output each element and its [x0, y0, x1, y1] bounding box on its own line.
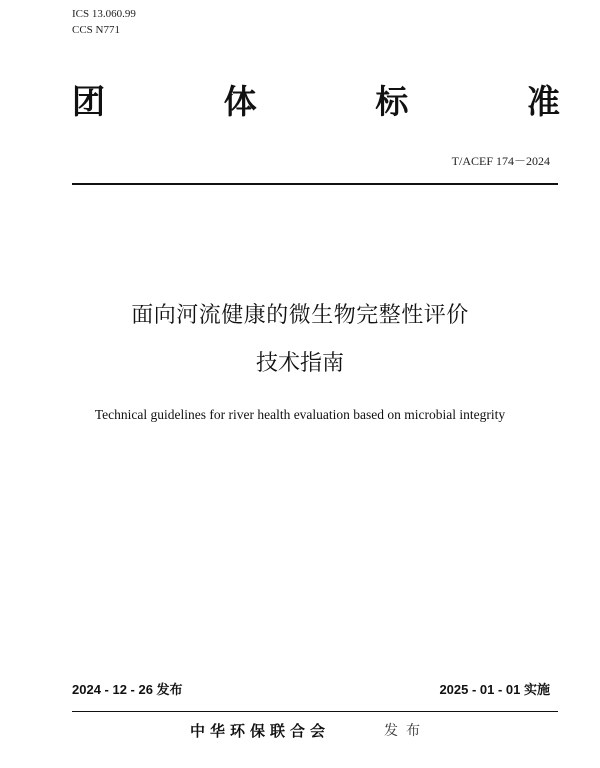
standard-type-char: 体 [223, 82, 257, 121]
title-chinese-line-2: 技术指南 [255, 351, 344, 376]
standard-type-char: 团 [72, 82, 105, 121]
ics-code: ICS 13.060.99 [72, 8, 136, 20]
title-chinese-line-1 [0, 300, 600, 332]
issuing-organization: 中华环保联合会 [190, 722, 331, 740]
title-english: Technical guidelines for river health evaluation based on microbial integrity [94, 407, 506, 422]
issue-label: 发布 [384, 723, 428, 739]
implementation-date: 2025 - 01 - 01 实施 [439, 682, 550, 697]
title-chinese-line-1-text: 面向河流健康的微生物完整性评价 [131, 303, 469, 328]
standard-type-char: 准 [526, 82, 560, 121]
standard-type-heading [72, 82, 560, 122]
header-divider [72, 183, 558, 185]
standard-type-char: 标 [375, 82, 409, 121]
publish-date: 2024 - 12 - 26 发布 [72, 682, 183, 697]
standard-number: T/ACEF 174－2024 [451, 154, 550, 168]
footer-divider [72, 711, 558, 712]
ccs-code: CCS N771 [72, 24, 120, 36]
